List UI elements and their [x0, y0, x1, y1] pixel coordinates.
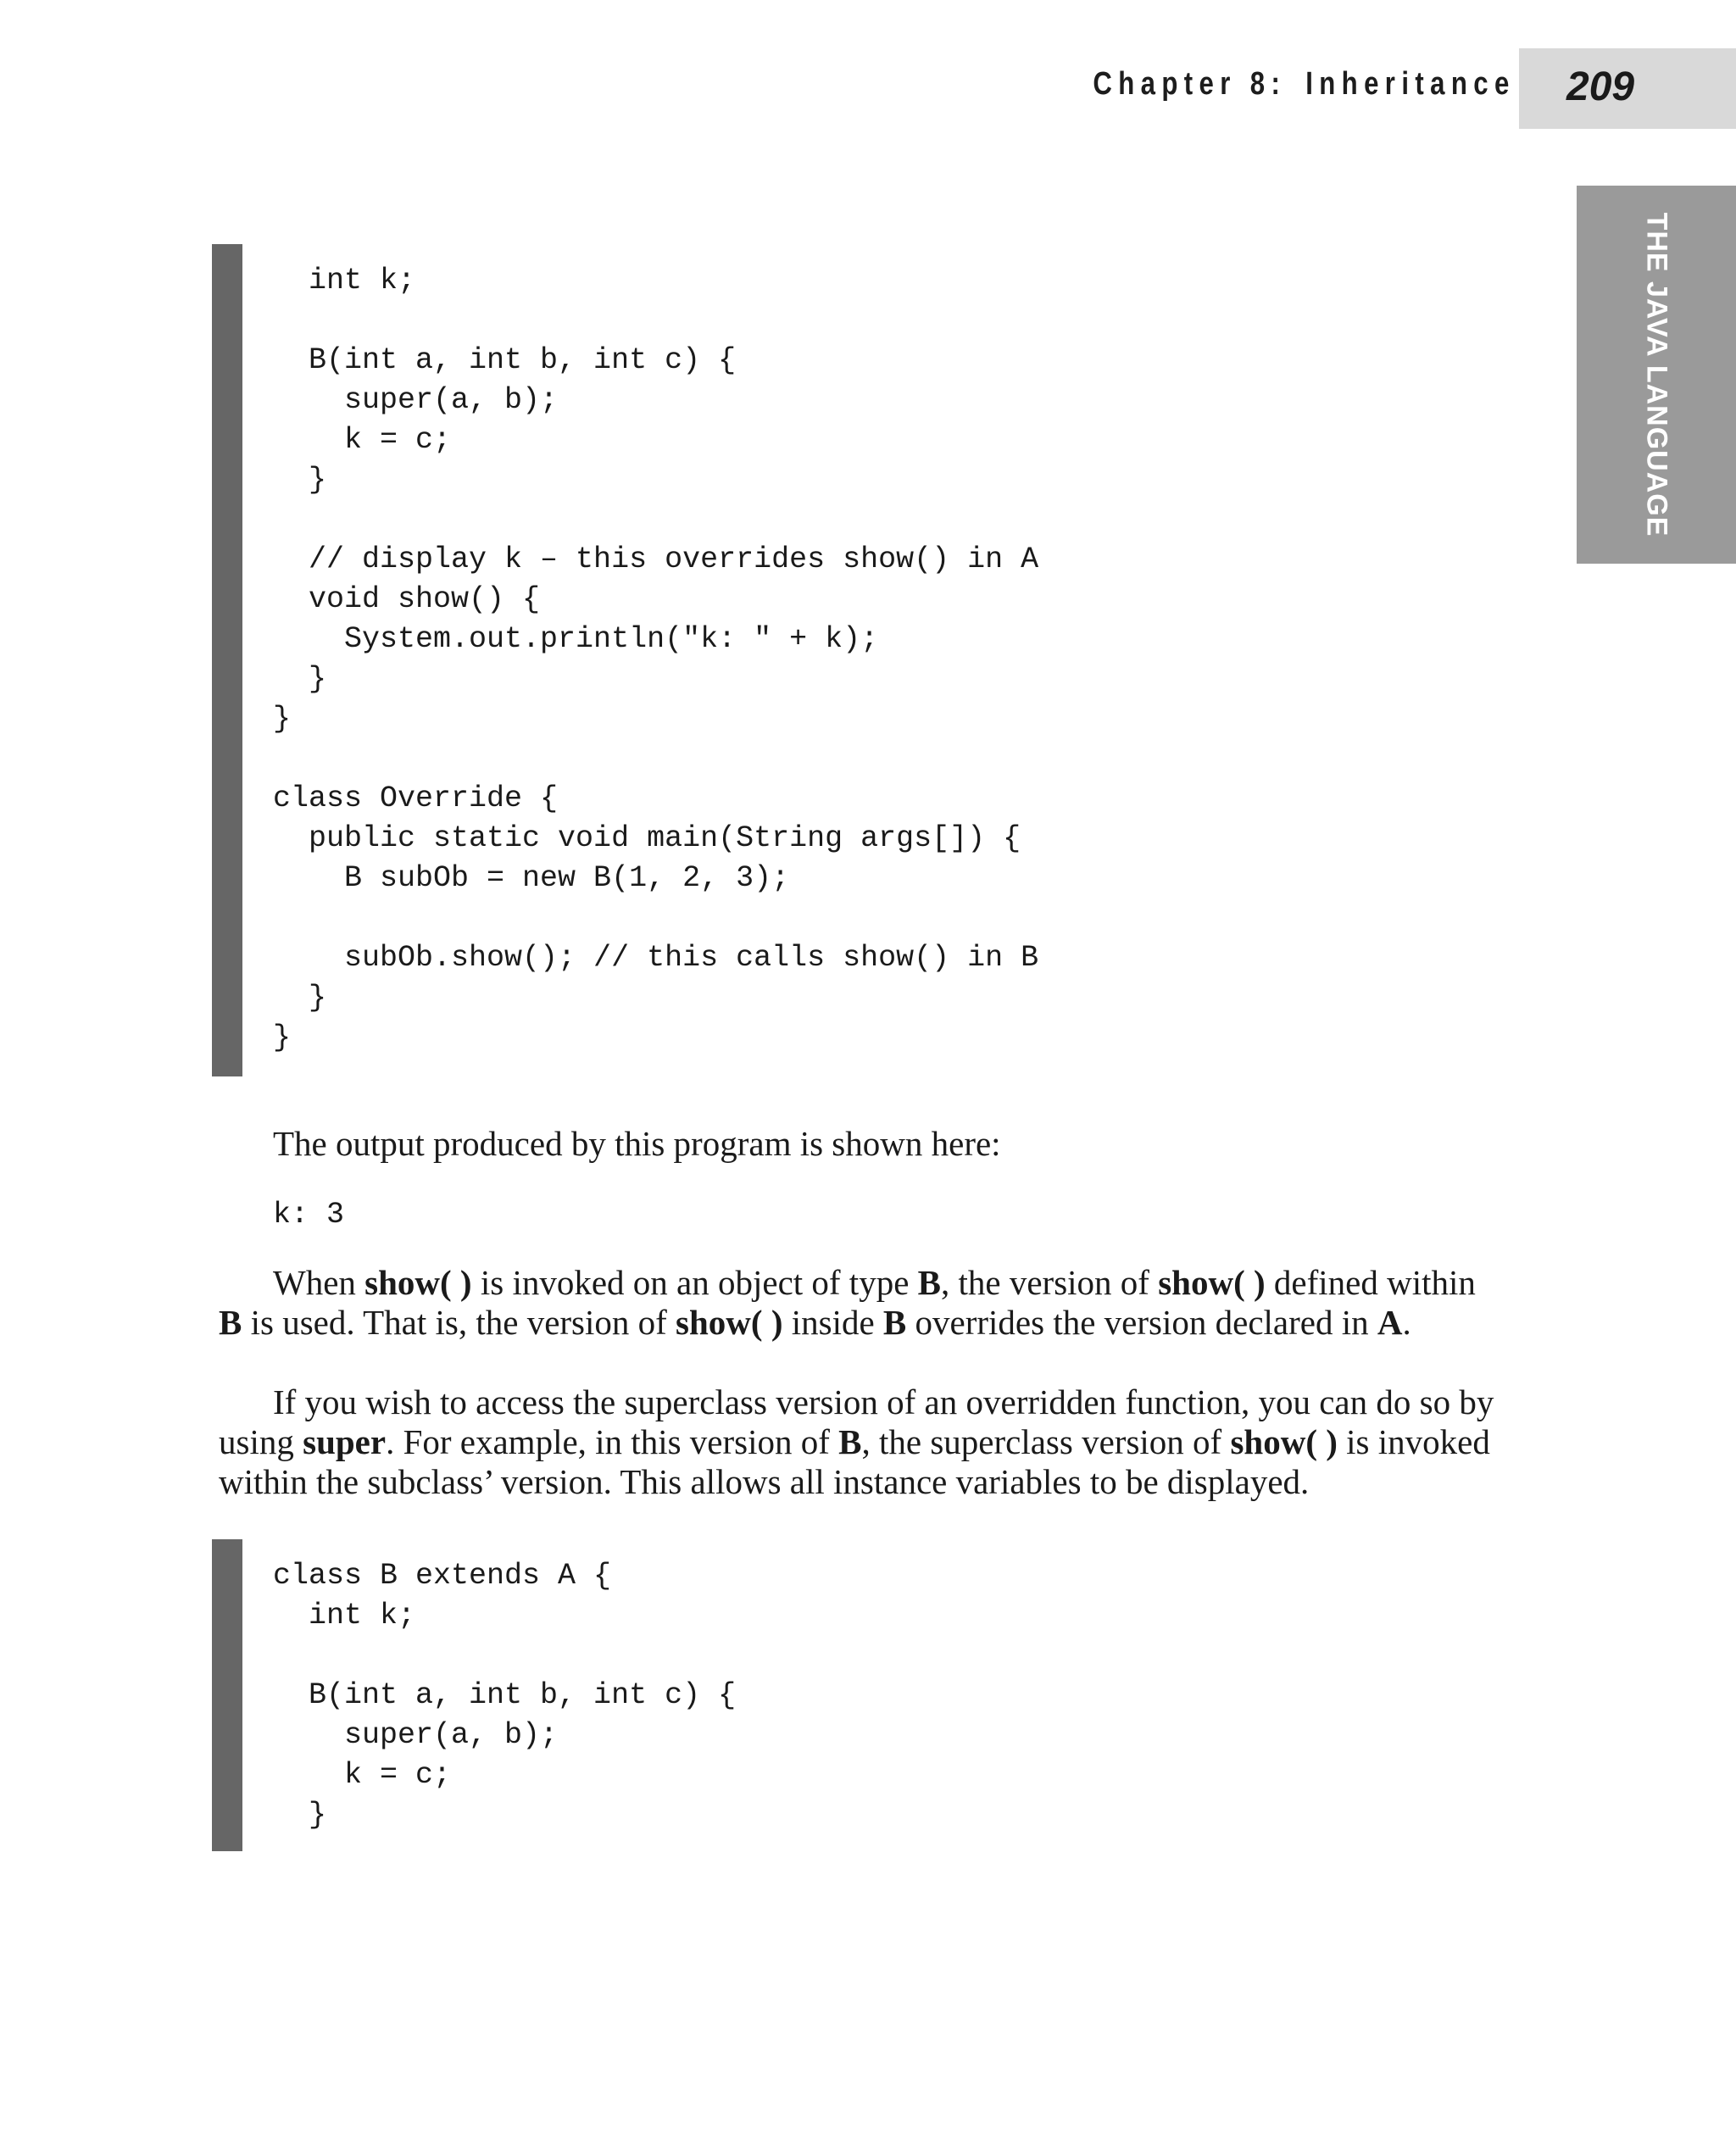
code-line	[273, 1636, 736, 1676]
code-lines	[273, 1556, 736, 1835]
code-line: super(a, b);	[273, 383, 559, 417]
text-run: is invoked on an object of type	[471, 1263, 918, 1302]
code-line: super(a, b);	[273, 1718, 559, 1752]
text-run: , the superclass version of	[861, 1422, 1231, 1461]
code-line: }	[273, 981, 327, 1015]
code-term: B	[882, 1303, 907, 1342]
text-run: When	[273, 1263, 365, 1302]
code-line: k = c;	[273, 423, 452, 457]
page-number: 209	[1566, 64, 1635, 109]
code-line: }	[273, 463, 327, 497]
code-line: }	[273, 662, 327, 696]
code-line: class Override {	[273, 782, 559, 815]
text-run: overrides the version declared in	[906, 1303, 1377, 1342]
code-line: }	[273, 702, 292, 736]
code-term: B	[219, 1303, 242, 1342]
code-term: show( )	[676, 1303, 783, 1342]
code-line: int k;	[273, 1599, 416, 1633]
code-lines	[273, 261, 1038, 1058]
code-term: B	[917, 1263, 942, 1302]
text-run: inside	[782, 1303, 883, 1342]
text-run: is used. That is, the version of	[242, 1303, 676, 1342]
section-thumb-tab-label: THE JAVA LANGUAGE	[1640, 212, 1673, 537]
code-term: show( )	[364, 1263, 472, 1302]
code-line	[273, 301, 1038, 341]
running-header	[1093, 66, 1516, 103]
code-listing-bar	[212, 244, 242, 1076]
text-run: is invoked within the subclass’ version. This allows all instance variables to be displayed.	[219, 1422, 1490, 1501]
code-line: // display k – this overrides show() in A	[273, 542, 1039, 576]
code-line: public static void main(String args[]) {	[273, 821, 1021, 855]
paragraph-1	[219, 1263, 1507, 1343]
program-output: k: 3	[273, 1198, 345, 1232]
code-term: A	[1377, 1303, 1403, 1342]
code-term: super	[303, 1422, 387, 1461]
code-line: B subOb = new B(1, 2, 3);	[273, 861, 790, 895]
code-term: B	[838, 1422, 862, 1461]
code-line	[273, 500, 1038, 540]
paragraph-2	[219, 1382, 1507, 1502]
code-line: }	[273, 1798, 327, 1832]
code-line: B(int a, int b, int c) {	[273, 1678, 737, 1712]
chapter-title: Inheritance	[1305, 66, 1516, 102]
code-listing-bar	[212, 1539, 242, 1851]
code-term: show( )	[1230, 1422, 1338, 1461]
code-line: void show() {	[273, 582, 541, 616]
text-run: .	[1402, 1303, 1411, 1342]
code-line: }	[273, 1021, 292, 1054]
code-line: class B extends A {	[273, 1559, 612, 1593]
code-line: subOb.show(); // this calls show() in B	[273, 941, 1039, 975]
code-line: int k;	[273, 264, 416, 298]
section-thumb-tab	[1577, 186, 1736, 564]
output-intro-text: The output produced by this program is shown here:	[273, 1124, 1001, 1163]
code-line	[273, 739, 1038, 779]
code-line	[273, 898, 1038, 938]
code-line: k = c;	[273, 1758, 452, 1792]
text-run: If you wish to access the superclass version of an overridden function, you can do so by using	[219, 1382, 1494, 1461]
code-line: B(int a, int b, int c) {	[273, 343, 737, 377]
code-term: show( )	[1158, 1263, 1266, 1302]
code-line: System.out.println("k: " + k);	[273, 622, 879, 656]
text-run: , the version of	[941, 1263, 1159, 1302]
page-number-box	[1519, 48, 1736, 129]
text-run: defined within	[1265, 1263, 1476, 1302]
text-run: . For example, in this version of	[386, 1422, 839, 1461]
chapter-label: Chapter 8:	[1093, 66, 1287, 102]
